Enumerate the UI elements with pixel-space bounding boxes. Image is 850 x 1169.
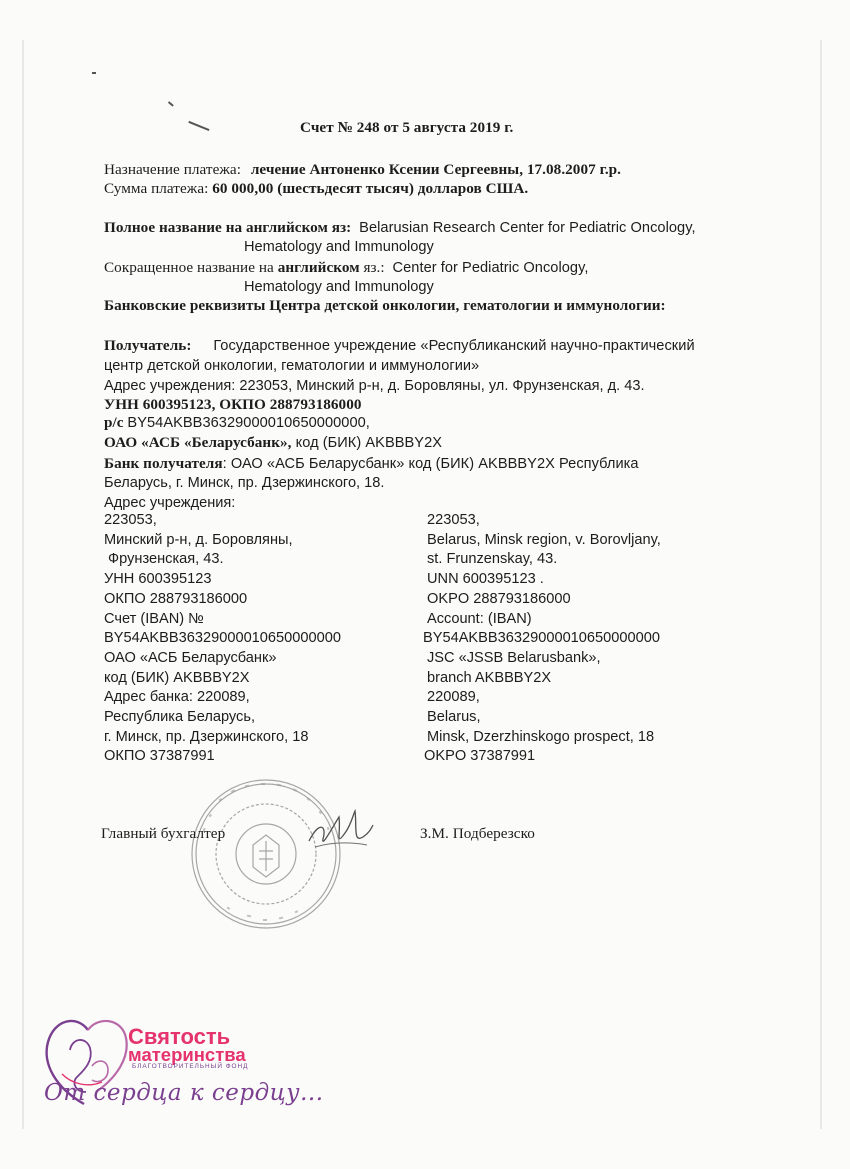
bank-label: Банк получателя <box>104 455 223 472</box>
short-name-value-line2: Hematology and Immunology <box>244 279 434 295</box>
address-ru-line: УНН 600395123 <box>104 571 212 588</box>
payment-purpose <box>104 160 621 180</box>
short-name-value: Center for Pediatric Oncology, <box>392 260 589 276</box>
payment-amount-value: 60 000,00 (шестьдесят тысяч) долларов США. <box>212 180 529 197</box>
recipient-value-line1: Государственное учреждение «Республиканский научно-практический <box>213 338 695 354</box>
address-ru-line: ОКПО 37387991 <box>104 748 215 765</box>
payment-amount-label: Сумма платежа: <box>104 180 209 197</box>
handwritten-signature <box>305 803 375 863</box>
scan-mark <box>168 101 174 106</box>
address-en-line: JSC «JSSB Belarusbank», <box>427 649 601 666</box>
address-en-line: Belarus, Minsk region, v. Borovljany, <box>427 531 661 548</box>
address-en-line: OKPO 37387991 <box>424 748 536 765</box>
recipient-bank <box>104 454 639 474</box>
address-en-line: UNN 600395123 . <box>427 571 544 588</box>
account-value: BY54AKBB36329000010650000000, <box>127 415 370 431</box>
chief-accountant-name: З.М. Подберезско <box>420 825 535 842</box>
short-name-label-start: Сокращенное название на <box>104 259 278 276</box>
payment-amount <box>104 179 528 199</box>
recipient-account <box>104 413 370 433</box>
address-ru-line: Адрес банка: 220089, <box>104 689 250 706</box>
short-name-label-end: яз.: <box>359 259 385 276</box>
address-en-line: Account: (IBAN) <box>427 610 532 627</box>
full-name-en <box>104 218 696 238</box>
address-en-line: Belarus, <box>427 709 481 726</box>
full-name-label: Полное название на английском яз: <box>104 219 352 236</box>
invoice-title: Счет № 248 от 5 августа 2019 г. <box>300 119 514 136</box>
short-name-label-bold: английском <box>277 259 360 276</box>
address-block-heading: Адрес учреждения: <box>104 495 236 511</box>
address-en-line: 220089, <box>427 689 480 706</box>
recipient <box>104 336 695 356</box>
recipient-value-line2: центр детской онкологии, гематологии и иммунологии» <box>104 358 480 374</box>
recipient-label: Получатель: <box>104 337 192 354</box>
address-column-en <box>423 511 661 767</box>
address-ru-line: ОАО «АСБ Беларусбанк» <box>104 649 277 666</box>
address-column-ru <box>104 511 341 767</box>
payment-purpose-label: Назначение платежа: <box>104 161 241 178</box>
recipient-unp-okpo: УНН 600395123, ОКПО 288793186000 <box>104 396 362 413</box>
scan-mark <box>189 121 210 131</box>
address-en-line: Minsk, Dzerzhinskogo prospect, 18 <box>427 728 655 745</box>
address-en-line: BY54AKBB36329000010650000000 <box>423 630 660 647</box>
address-ru-line: код (БИК) AKBBBY2X <box>104 669 250 686</box>
bank-value-line2: Беларусь, г. Минск, пр. Дзержинского, 18. <box>104 475 385 491</box>
charity-logo-name-line1: Святость <box>128 1024 231 1049</box>
bank-bik: код (БИК) AKBBBY2X <box>291 435 443 451</box>
short-name-en <box>104 258 588 278</box>
address-en-line: OKPO 288793186000 <box>427 590 571 607</box>
address-ru-line: Счет (IBAN) № <box>104 610 204 627</box>
address-ru-line: 223053, <box>104 512 157 528</box>
recipient-address: Адрес учреждения: 223053, Минский р-н, д. Боровляны, ул. Фрунзенская, д. 43. <box>104 378 645 394</box>
payment-purpose-value: лечение Антоненко Ксении Сергеевны, 17.08.2007 г.р. <box>250 161 622 178</box>
address-ru-line: ОКПО 288793186000 <box>104 590 248 607</box>
charity-logo-subtitle: БЛАГОТВОРИТЕЛЬНЫЙ ФОНД <box>132 1063 249 1070</box>
charity-logo-slogan: От сердца к сердцу... <box>44 1080 324 1106</box>
address-en-line: st. Frunzenskay, 43. <box>427 551 558 568</box>
scan-mark <box>92 72 96 74</box>
address-ru-line: Минский р-н, д. Боровляны, <box>104 531 293 548</box>
scan-edge-left <box>22 40 24 1129</box>
address-ru-line: г. Минск, пр. Дзержинского, 18 <box>104 728 309 745</box>
address-ru-line: BY54AKBB36329000010650000000 <box>104 630 341 647</box>
bank-name-bold: ОАО «АСБ «Беларусбанк», <box>104 434 292 451</box>
full-name-value-line2: Hematology and Immunology <box>244 239 434 255</box>
address-ru-line: Фрунзенская, 43. <box>104 551 224 568</box>
bank-value-line1: : ОАО «АСБ Беларусбанк» код (БИК) AKBBBY2X Республика <box>222 456 639 472</box>
scan-edge-right <box>820 40 822 1129</box>
full-name-value: Belarusian Research Center for Pediatric Oncology, <box>359 220 696 236</box>
chief-accountant-title: Главный бухгалтер <box>101 825 226 842</box>
address-en-line: 223053, <box>427 512 480 528</box>
address-en-line: branch AKBBBY2X <box>427 669 552 686</box>
address-ru-line: Республика Беларусь, <box>104 709 255 726</box>
account-prefix: р/с <box>104 414 124 431</box>
recipient-bank-line <box>104 433 442 453</box>
charity-logo-name-line2: материнства <box>128 1044 246 1065</box>
bank-details-heading: Банковские реквизиты Центра детской онкологии, гематологии и иммунологии: <box>104 297 666 314</box>
